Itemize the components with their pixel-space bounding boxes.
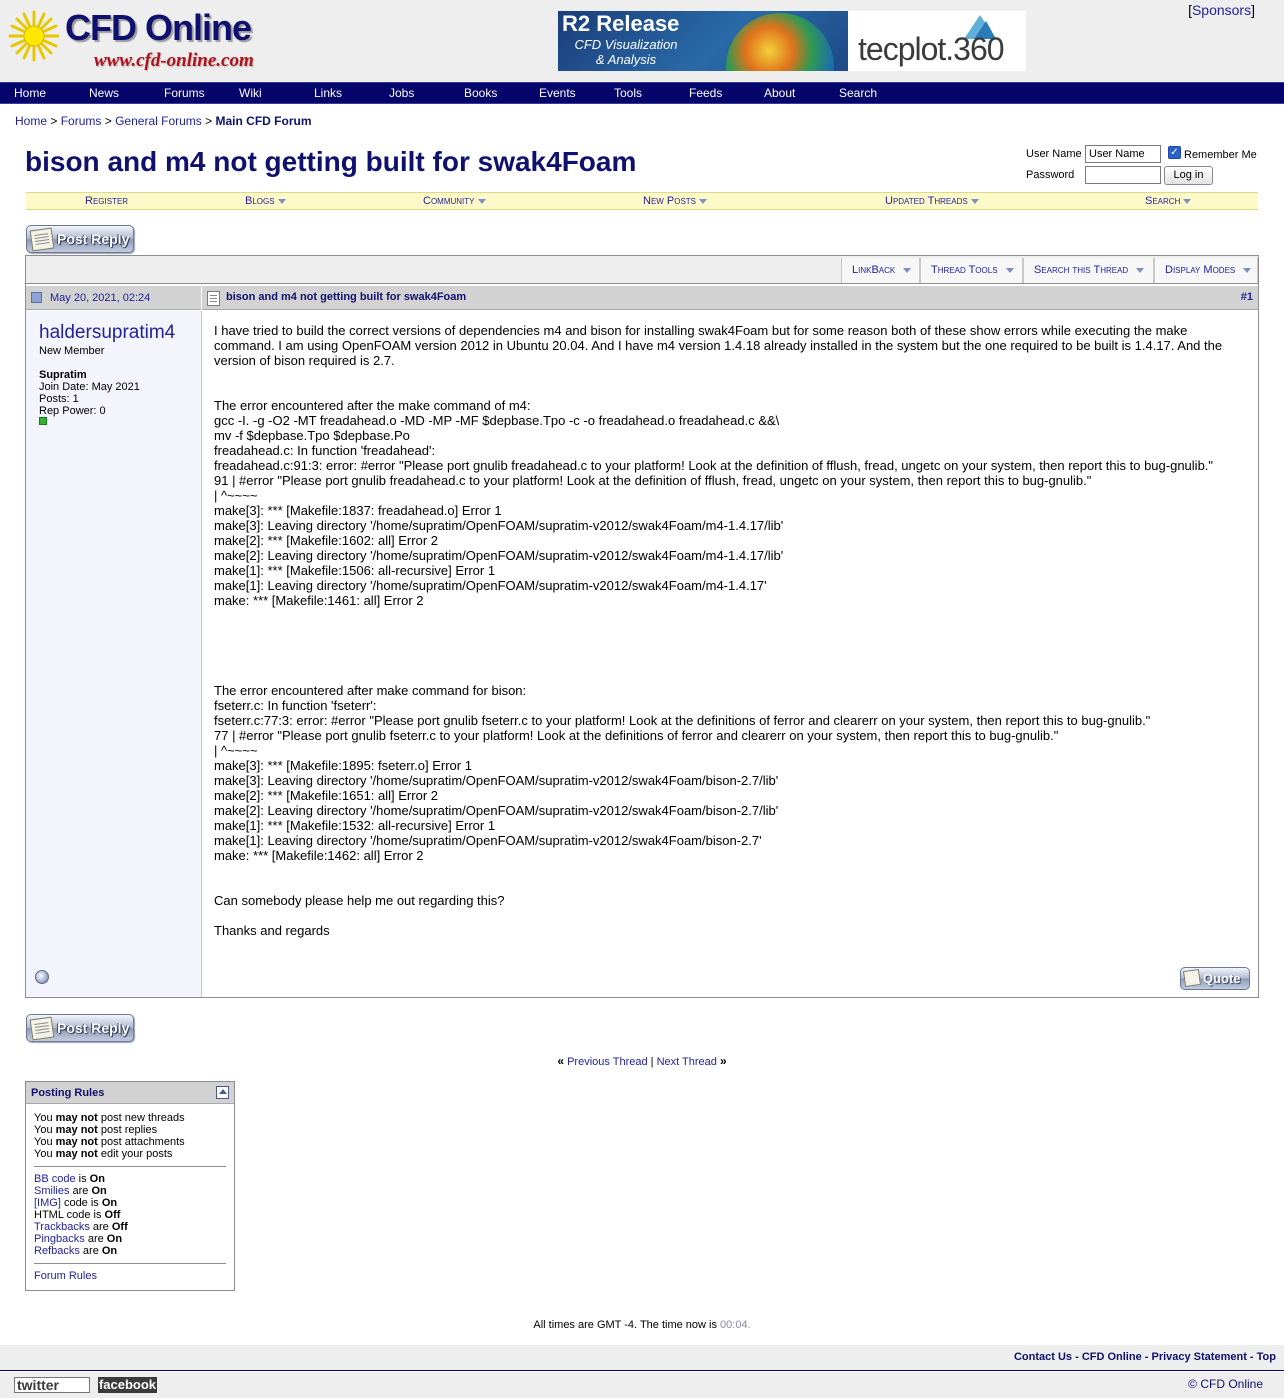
username-input[interactable] (1085, 145, 1161, 163)
menu-community[interactable] (423, 195, 486, 207)
user-info-panel (26, 311, 202, 997)
cfd-online-link[interactable]: CFD Online (1081, 1351, 1142, 1363)
footer-links (1014, 1351, 1276, 1363)
permission-line (34, 1112, 226, 1124)
user-posts: Posts: 1 (39, 393, 79, 405)
main-nav (0, 82, 1284, 104)
user-join-date: Join Date: May 2021 (39, 381, 140, 393)
breadcrumb-forums[interactable]: Forums (60, 114, 102, 128)
banner-subtitle (564, 37, 688, 67)
code-line (34, 1245, 226, 1257)
offline-status-icon (35, 970, 49, 984)
thread-tools-label: Thread Tools (931, 264, 998, 276)
posting-rules-header (26, 1082, 234, 1104)
thread-tools-menu[interactable] (920, 258, 1023, 283)
menu-updated-threads[interactable] (885, 195, 979, 207)
footer-sep: - (1246, 1351, 1257, 1363)
quote-label: Quote (1203, 971, 1241, 986)
nav-links[interactable]: Links (314, 86, 343, 100)
collapse-icon[interactable] (216, 1086, 229, 1099)
prev-mark: « (557, 1054, 565, 1068)
breadcrumb-sep: > (50, 114, 58, 128)
post-header (26, 286, 1258, 310)
copyright: © CFD Online (1188, 1377, 1263, 1391)
menu-new-posts-label[interactable]: New Posts (643, 195, 697, 207)
next-thread-link[interactable]: Next Thread (656, 1056, 717, 1068)
post-reply-icon (30, 228, 55, 252)
code-value: On (91, 1185, 107, 1197)
chevron-down-icon (278, 199, 286, 204)
nav-about[interactable]: About (764, 86, 796, 100)
menu-search[interactable] (1145, 195, 1191, 207)
post-date: May 20, 2021, 02:24 (50, 292, 151, 304)
nav-books[interactable]: Books (464, 86, 498, 100)
permission-bold: may not (55, 1148, 98, 1160)
post-reply-label: Post Reply (57, 1020, 130, 1036)
nav-wiki[interactable]: Wiki (239, 86, 262, 100)
search-thread-label: Search this Thread (1034, 264, 1129, 276)
permission-bold: may not (55, 1112, 98, 1124)
current-time: 00:04 (720, 1319, 748, 1331)
post-username[interactable]: haldersupratim4 (39, 322, 176, 343)
time-footer (0, 1319, 1284, 1331)
permission-line (34, 1136, 226, 1148)
banner-left (558, 11, 848, 71)
nav-events[interactable]: Events (539, 86, 576, 100)
posting-rules-box (25, 1081, 235, 1291)
quote-button[interactable] (1180, 967, 1250, 990)
code-line (34, 1221, 226, 1233)
chevron-down-icon (1243, 268, 1251, 273)
linkback-label: LinkBack (852, 264, 896, 276)
chevron-down-icon (699, 199, 707, 204)
menu-blogs[interactable] (245, 195, 286, 207)
post-reply-button[interactable] (26, 225, 134, 253)
menu-register[interactable]: Register (85, 195, 129, 207)
menu-community-label[interactable]: Community (423, 195, 475, 207)
menu-blogs-label[interactable]: Blogs (245, 195, 275, 207)
code-value: On (106, 1233, 123, 1245)
code-mid: are (69, 1185, 92, 1197)
code-mid: are (79, 1245, 102, 1257)
password-input[interactable] (1085, 166, 1161, 184)
document-icon (207, 291, 220, 306)
user-real-name: Supratim (39, 369, 87, 381)
sponsor-banner[interactable] (558, 11, 1026, 71)
posting-rules-title: Posting Rules (31, 1087, 105, 1099)
post-container (25, 255, 1259, 998)
breadcrumb-home[interactable]: Home (15, 114, 48, 128)
contact-us-link[interactable]: Contact Us (1013, 1351, 1073, 1363)
chevron-down-icon (1006, 268, 1014, 273)
post-reply-icon (30, 1017, 55, 1041)
prevnext-sep: | (650, 1056, 654, 1068)
code-value: On (89, 1173, 105, 1185)
code-value: On (101, 1197, 118, 1209)
code-value: Off (111, 1221, 128, 1233)
posting-rules-body (34, 1112, 226, 1282)
code-value: Off (104, 1209, 121, 1221)
brand-name: CFD Online (65, 7, 251, 48)
quote-icon (1183, 969, 1201, 987)
img-code-link[interactable]: [IMG] (34, 1197, 61, 1209)
password-label: Password (1026, 169, 1075, 181)
code-line (34, 1209, 226, 1221)
post-paragraph: Can somebody please help me out regarding this? (214, 893, 505, 908)
facebook-label: facebook (98, 1377, 157, 1392)
breadcrumb-current[interactable]: Main CFD Forum (215, 114, 312, 128)
login-button[interactable]: Log in (1164, 166, 1213, 185)
trackbacks-link[interactable]: Trackbacks (34, 1221, 90, 1233)
chevron-down-icon (1183, 199, 1191, 204)
permission-pre: You (34, 1148, 56, 1160)
breadcrumb-sep: > (205, 114, 213, 128)
post-reply-label: Post Reply (57, 231, 130, 247)
post-reply-button[interactable] (26, 1014, 134, 1042)
smilies-link[interactable]: Smilies (34, 1185, 70, 1197)
nav-tools[interactable]: Tools (614, 86, 643, 100)
header-divider (201, 286, 202, 310)
bb-code-link[interactable]: BB code (34, 1173, 76, 1185)
permission-bold: may not (55, 1136, 98, 1148)
permission-bold: may not (55, 1124, 98, 1136)
nav-feeds[interactable]: Feeds (689, 86, 723, 100)
thread-tools-bar (26, 256, 1258, 284)
code-value: On (101, 1245, 118, 1257)
code-mid: HTML code is (34, 1209, 105, 1221)
code-line (34, 1173, 226, 1185)
permission-line (34, 1124, 226, 1136)
twitter-label: twitter (17, 1377, 59, 1393)
linkback-menu[interactable] (841, 258, 920, 283)
remember-me-checkbox[interactable]: ✓ (1168, 146, 1181, 159)
menu-search-label[interactable]: Search (1145, 195, 1181, 207)
code-mid: are (84, 1233, 107, 1245)
privacy-link[interactable]: Privacy Statement (1151, 1351, 1247, 1363)
username-label: User Name (1026, 148, 1082, 160)
rules-divider (34, 1263, 226, 1264)
time-text: All times are GMT -4. The time now is (533, 1319, 721, 1331)
permission-pre: You (34, 1136, 56, 1148)
nav-search[interactable]: Search (839, 86, 878, 100)
footer-links-bar (0, 1345, 1284, 1371)
old-post-icon (31, 292, 42, 303)
post-body (214, 323, 1244, 938)
banner-subtitle-1: CFD Visualization (574, 37, 678, 52)
previous-thread-link[interactable]: Previous Thread (567, 1056, 648, 1068)
remember-me-label: Remember Me (1184, 149, 1257, 161)
nav-news[interactable]: News (89, 86, 120, 100)
refbacks-link[interactable]: Refbacks (34, 1245, 80, 1257)
footer-sep: - (1141, 1351, 1152, 1363)
site-logo[interactable] (8, 6, 270, 76)
rules-divider (34, 1166, 226, 1167)
code-line (34, 1185, 226, 1197)
post-paragraph: Thanks and regards (214, 923, 330, 938)
permission-post: post new threads (97, 1112, 185, 1124)
facebook-icon[interactable] (98, 1377, 157, 1393)
globe-icon (726, 13, 834, 71)
forum-rules-link[interactable]: Forum Rules (34, 1270, 97, 1282)
footer-sep: - (1072, 1351, 1082, 1363)
nav-jobs[interactable]: Jobs (389, 86, 415, 100)
post-paragraph: The error encountered after the make command of m4: gcc -I. -g -O2 -MT freadahead.o -MD -MP -MF $depbase.Tpo -c -o freadahead.o freadahead.c &&\ mv -f $depbase.Tpo $depbase.Po freadahead.c: In function 'freadahead': freadahead.c:91:3: error: #error "Please port gnulib freadahead.c to your platform! Look at the definition of fflush, fread, ungetc on your system, then report this to bug-gnulib." 91 | #error "Please port gnulib freadahead.c to your platform! Look at the definition of fflush, fread, ungetc on your system, then report this to bug-gnulib." | ^~~~~ make[3]: *** [Makefile:1837: freadahead.o] Error 1 make[3]: Leaving directory '/home/supratim/OpenFOAM/supratim-v2012/swak4Foam/m4-1.4.17/lib' make[2]: *** [Makefile:1602: all] Error 2 make[2]: Leaving directory '/home/supratim/OpenFOAM/supratim-v2012/swak4Foam/m4-1.4.17/lib' make[1]: *** [Makefile:1506: all-recursive] Error 1 make[1]: Leaving directory '/home/supratim/OpenFOAM/supratim-v2012/swak4Foam/m4-1.4.17' make: *** [Makefile:1461: all] Error 2 (214, 398, 1214, 608)
pingbacks-link[interactable]: Pingbacks (34, 1233, 85, 1245)
sponsors-label[interactable]: Sponsors (1191, 2, 1252, 18)
code-mid: code is (60, 1197, 102, 1209)
code-mid: is (75, 1173, 90, 1185)
menu-new-posts[interactable] (643, 195, 707, 207)
twitter-icon[interactable] (14, 1377, 90, 1393)
breadcrumb (15, 114, 312, 128)
permission-pre: You (34, 1124, 56, 1136)
display-modes-menu[interactable] (1154, 258, 1258, 283)
user-title: New Member (39, 345, 105, 357)
breadcrumb-sep: > (104, 114, 112, 128)
forum-menu (26, 192, 1258, 210)
post-paragraph: I have tried to build the correct versions of dependencies m4 and bison for installing swak4Foam but for some reason both of these show errors while executing the make command. I am using OpenFOAM version 2012 in Ubuntu 20.04. And I have m4 version 1.4.18 already installed in the system but the one required to be built is 1.4.17. And the version of bison required is 2.7. (214, 323, 1226, 368)
nav-home[interactable]: Home (14, 86, 47, 100)
thread-navigation (0, 1054, 1284, 1068)
permission-line (34, 1148, 226, 1160)
chevron-down-icon (971, 199, 979, 204)
post-paragraph: The error encountered after make command for bison: fseterr.c: In function 'fseterr': fseterr.c:77:3: error: #error "Please port gnulib fseterr.c to your platform! Look at the definitions of ferror and clearerr on your system, then report this to bug-gnulib." 77 | #error "Please port gnulib fseterr.c to your platform! Look at the definitions of ferror and clearerr on your system, then report this to bug-gnulib." | ^~~~~ make[3]: *** [Makefile:1895: fseterr.o] Error 1 make[3]: Leaving directory '/home/supratim/OpenFOAM/supratim-v2012/swak4Foam/bison-2.7/lib' make[2]: *** [Makefile:1651: all] Error 2 make[2]: Leaving directory '/home/supratim/OpenFOAM/supratim-v2012/swak4Foam/bison-2.7/lib' make[1]: *** [Makefile:1532: all-recursive] Error 1 make[1]: Leaving directory '/home/supratim/OpenFOAM/supratim-v2012/swak4Foam/bison-2.7' make: *** [Makefile:1462: all] Error 2 (214, 683, 1151, 863)
display-modes-label: Display Modes (1165, 264, 1236, 276)
chevron-down-icon (1136, 268, 1144, 273)
reputation-icon (39, 417, 47, 425)
site-header (0, 0, 1284, 82)
permission-post: post replies (97, 1124, 158, 1136)
forum-rules-line (34, 1270, 226, 1282)
post-title: bison and m4 not getting built for swak4Foam (226, 291, 467, 303)
chevron-down-icon (903, 268, 911, 273)
post-permalink[interactable]: #1 (1240, 291, 1253, 303)
breadcrumb-general-forums[interactable]: General Forums (115, 114, 202, 128)
permission-pre: You (34, 1112, 56, 1124)
code-mid: are (89, 1221, 112, 1233)
nav-forums[interactable]: Forums (164, 86, 205, 100)
banner-title: R2 Release (562, 11, 680, 36)
banner-subtitle-2: & Analysis (595, 52, 657, 67)
permission-post: post attachments (97, 1136, 185, 1148)
sun-logo-icon (8, 8, 64, 66)
next-mark: » (719, 1054, 727, 1068)
top-link[interactable]: Top (1256, 1351, 1276, 1363)
code-line (34, 1197, 226, 1209)
footer-bottom (0, 1372, 1284, 1398)
page-title: bison and m4 not getting built for swak4Foam (25, 146, 637, 177)
search-thread-menu[interactable] (1023, 258, 1154, 283)
time-end: . (747, 1319, 751, 1331)
banner-product: tecplot.360 (858, 31, 1004, 67)
brand-url: www.cfd-online.com (94, 50, 254, 71)
user-rep-power: Rep Power: 0 (39, 405, 106, 417)
menu-updated-threads-label[interactable]: Updated Threads (885, 195, 968, 207)
sponsors-link[interactable]: [Sponsors] (1188, 2, 1255, 18)
code-line (34, 1233, 226, 1245)
permission-post: edit your posts (97, 1148, 173, 1160)
chevron-down-icon (478, 199, 486, 204)
